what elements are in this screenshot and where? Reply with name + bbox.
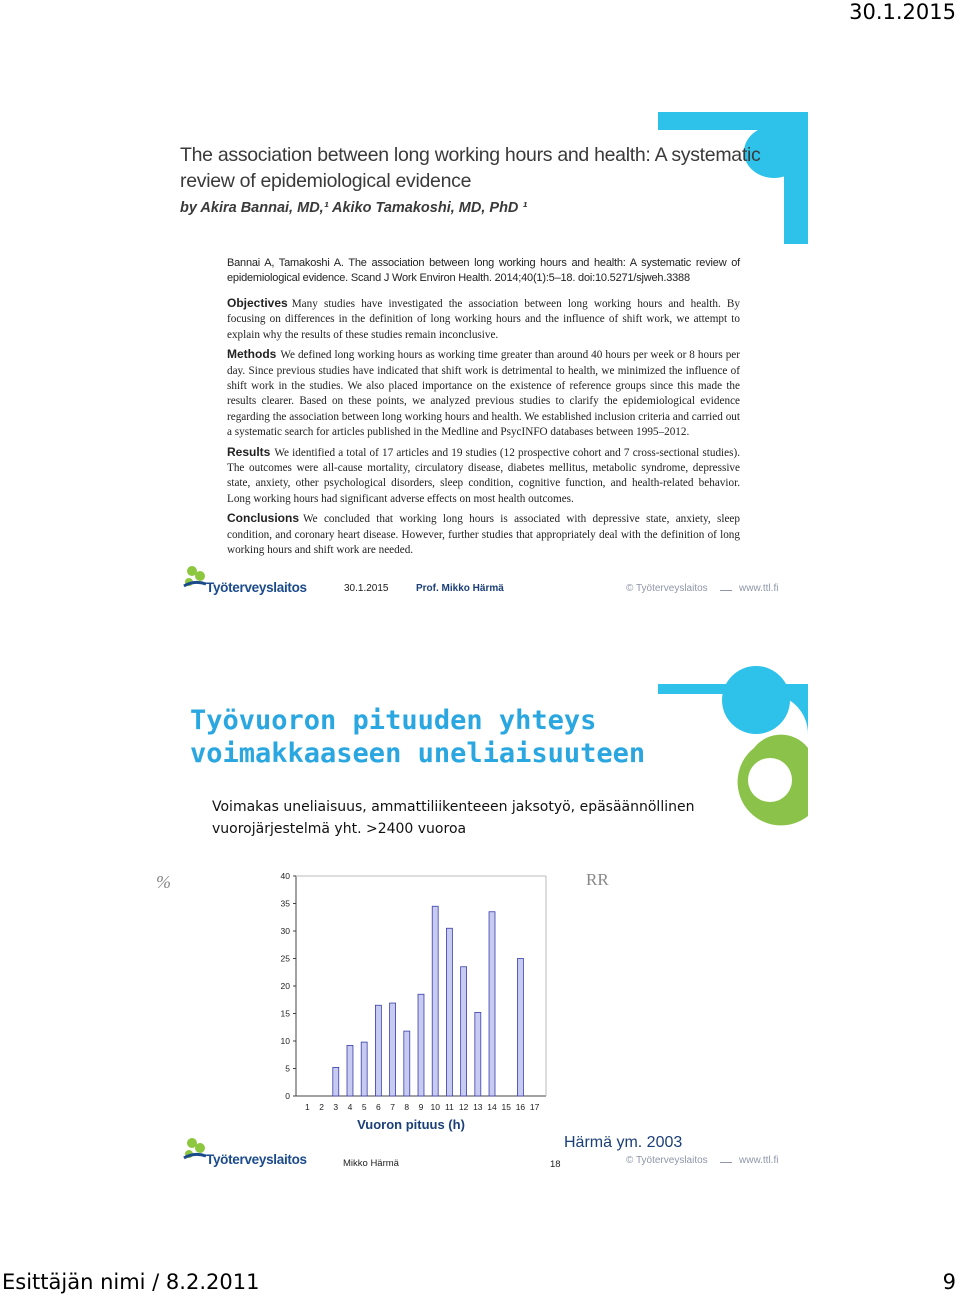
bar-6 <box>375 1005 381 1096</box>
y-tick-label: 25 <box>280 953 290 964</box>
x-tick-label: 9 <box>418 1102 424 1112</box>
ttl-logo <box>180 1132 310 1172</box>
slide2-footer <box>160 1132 808 1172</box>
bar-chart <box>272 864 572 1136</box>
results-heading: Results <box>227 444 271 459</box>
y-tick-label: 20 <box>280 981 290 991</box>
x-tick-label: 1 <box>304 1102 310 1112</box>
bar-16 <box>517 959 523 1097</box>
page-footer-presenter: Esittäjän nimi / 8.2.2011 <box>2 1270 260 1294</box>
bar-9 <box>418 994 424 1096</box>
x-tick-label: 13 <box>473 1102 483 1112</box>
y-tick-label: 35 <box>280 898 290 909</box>
x-tick-label: 6 <box>376 1102 381 1112</box>
y-tick-label: 40 <box>280 871 290 881</box>
bar-13 <box>475 1012 481 1096</box>
bar-12 <box>461 967 467 1096</box>
bar-4 <box>347 1045 353 1096</box>
paper-authors: by Akira Bannai, MD,¹ Akiko Tamakoshi, MD, PhD ¹ <box>180 200 528 216</box>
conclusions-heading: Conclusions <box>227 511 300 526</box>
footer-copyright: © Työterveyslaitos <box>626 1155 708 1166</box>
methods-heading: Methods <box>227 347 277 362</box>
objectives-text: Many studies have investigated the association between long working hours and health. By focusing on differences in the definition of long working hours and the influence of shift work, we attempt to explain why the results of these studies remain inconclusive. <box>227 298 740 341</box>
x-tick-label: 2 <box>319 1102 324 1112</box>
y-tick-label: 5 <box>285 1063 290 1074</box>
x-axis-title: Vuoron pituus (h) <box>357 1117 465 1132</box>
x-tick-label: 12 <box>458 1102 469 1112</box>
abstract <box>227 256 740 563</box>
paper-title: The association between long working hours and health: A systematic review of epidemiological evidence <box>180 144 761 192</box>
y-unit-label: % <box>156 872 171 892</box>
conclusions-paragraph <box>227 511 740 558</box>
bar-3 <box>333 1067 339 1096</box>
reference: Härmä ym. 2003 <box>564 1134 683 1151</box>
objectives-paragraph <box>227 296 740 343</box>
footer-author: Prof. Mikko Härmä <box>416 583 504 594</box>
bar-14 <box>489 912 495 1096</box>
results-text: We identified a total of 17 articles and 19 studies (12 prospective cohort and 7 cross-sectional studies). The outcomes were all-cause mortality, circulatory disease, diabetes mellitus, metabolic syndrome, depressive state, anxiety, other psychological disorders, sleep condition, cognitive function, and health-related behavior. Long working hours had significant adverse effects on most health outcomes. <box>227 446 740 505</box>
footer-copyright: © Työterveyslaitos <box>626 583 708 594</box>
ttl-logo-text: Työterveyslaitos <box>206 1152 307 1167</box>
rr-label: RR <box>586 870 609 889</box>
results-paragraph <box>227 445 740 508</box>
ttl-logo <box>180 560 310 600</box>
objectives-heading: Objectives <box>227 296 288 310</box>
x-tick-label: 4 <box>347 1102 353 1112</box>
x-tick-label: 5 <box>361 1102 367 1112</box>
footer-author: Mikko Härmä <box>343 1158 399 1169</box>
methods-text: We defined long working hours as working time greater than around 40 hours per week or 8 hours per day. Since previous studies have indicated that shift work is detrimental to health, we minimized the influence of shift work in the studies. We also placed importance on the existence of reference groups since this made the results clearer. Based on these points, we analyzed previous studies to clarify the epidemiological evidence regarding the association between long working hours and health. We established inclusion criteria and carried out a systematic search for articles published in the Medline and PsycINFO databases between 1995–2012. <box>227 349 740 439</box>
x-tick-label: 10 <box>430 1102 440 1112</box>
page-number: 9 <box>942 1270 956 1294</box>
y-tick-label: 15 <box>280 1008 290 1019</box>
footer-date: 30.1.2015 <box>344 583 389 594</box>
bar-10 <box>432 906 438 1096</box>
x-tick-label: 17 <box>529 1102 540 1112</box>
bar-11 <box>446 928 452 1096</box>
bar-7 <box>390 1003 396 1096</box>
y-tick-label: 10 <box>280 1036 290 1046</box>
bar-8 <box>404 1031 410 1096</box>
x-tick-label: 11 <box>444 1102 454 1112</box>
y-tick-label: 0 <box>285 1091 290 1101</box>
footer-divider <box>720 590 732 591</box>
slide1-footer <box>160 560 808 600</box>
slide-chart <box>156 684 808 1176</box>
ttl-logo-text: Työterveyslaitos <box>206 580 307 595</box>
slide-number: 18 <box>550 1159 561 1170</box>
citation: Bannai A, Tamakoshi A. The association between long working hours and health: A systematic review of epidemiological evidence. Scand J Work Environ Health. 2014;40(1):5–18. doi:10.5271/sjweh.3388 <box>227 257 740 284</box>
x-tick-label: 15 <box>501 1102 511 1112</box>
footer-divider <box>720 1162 732 1163</box>
footer-url: www.ttl.fi <box>739 1155 779 1166</box>
bar-5 <box>361 1042 367 1096</box>
y-tick-label: 30 <box>280 926 290 936</box>
x-tick-label: 16 <box>515 1102 526 1112</box>
x-tick-label: 7 <box>390 1102 395 1112</box>
slide-title: Työvuoron pituuden yhteys voimakkaaseen uneliaisuuteen <box>190 705 646 769</box>
x-tick-label: 8 <box>404 1102 410 1112</box>
slide-subtitle: Voimakas uneliaisuus, ammattiliikenteeen jaksotyö, epäsäännöllinen vuorojärjestelmä yht. >2400 vuoroa <box>212 799 695 837</box>
x-tick-label: 14 <box>487 1102 497 1112</box>
footer-url: www.ttl.fi <box>739 583 779 594</box>
page-date: 30.1.2015 <box>849 0 956 24</box>
x-tick-label: 3 <box>333 1102 339 1112</box>
conclusions-text: We concluded that working long hours is associated with depressive state, anxiety, sleep condition, and coronary heart disease. However, further studies that appropriately deal with the definition of long working hours and shift work are needed. <box>227 513 740 557</box>
methods-paragraph <box>227 347 740 440</box>
slide-paper-abstract <box>160 112 808 610</box>
